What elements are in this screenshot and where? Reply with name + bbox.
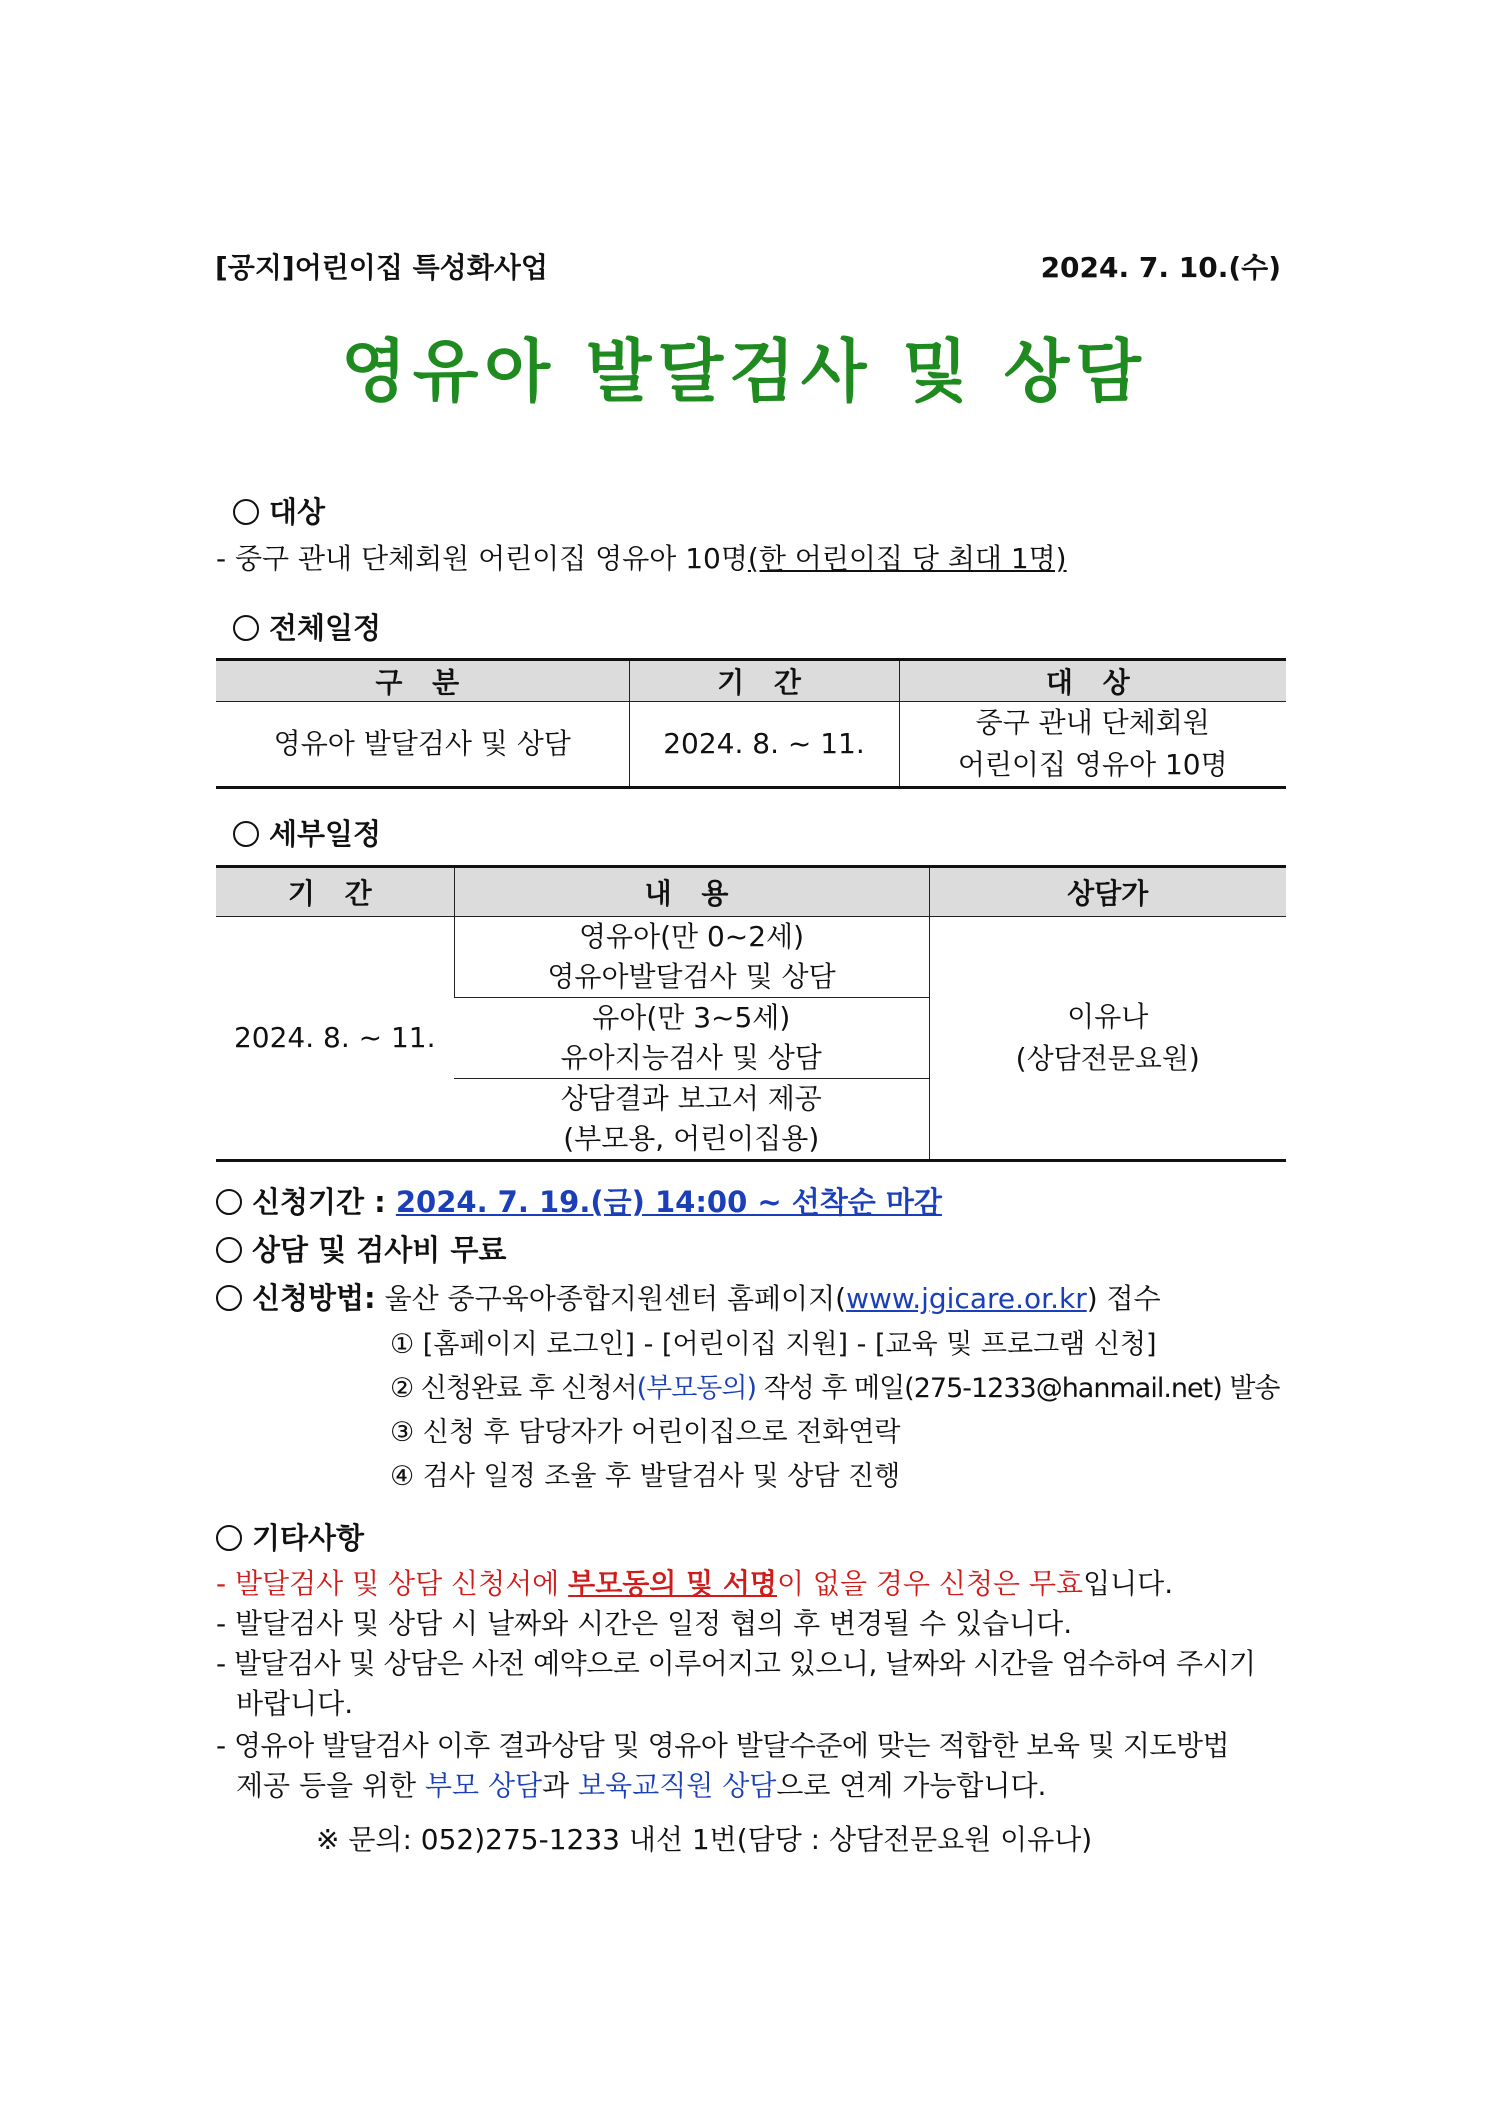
etc-line-2: - 발달검사 및 상담 시 날짜와 시간은 일정 협의 후 변경될 수 있습니다. bbox=[216, 1607, 1073, 1640]
section-target-heading: 대상 bbox=[233, 490, 325, 531]
etc-line-4: - 영유아 발달검사 이후 결과상담 및 영유아 발달수준에 맞는 적합한 보육 및 지도방법 bbox=[216, 1729, 1230, 1762]
schedule-category: 영유아 발달검사 및 상담 bbox=[216, 702, 629, 788]
apply-method: 신청방법: 울산 중구육아종합지원센터 홈페이지(www.jgicare.or.kr) 접수 bbox=[216, 1276, 1161, 1317]
detail-content-row: 상담결과 보고서 제공 (부모용, 어린이집용) bbox=[560, 1082, 822, 1155]
page-title: 영유아 발달검사 및 상담 bbox=[341, 333, 1147, 412]
etc-line-3b: 바랍니다. bbox=[236, 1687, 354, 1720]
notice-date: 2024. 7. 10.(수) bbox=[1040, 251, 1281, 284]
fee-info: 상담 및 검사비 무료 bbox=[216, 1228, 506, 1269]
detail-content-row: 영유아(만 0~2세) 영유아발달검사 및 상담 bbox=[454, 917, 929, 998]
target-text: - 중구 관내 단체회원 어린이집 영유아 10명(한 어린이집 당 최대 1명) bbox=[216, 542, 1067, 575]
notice-label: [공지]어린이집 특성화사업 bbox=[215, 251, 548, 284]
circle-bullet-icon bbox=[216, 1285, 242, 1311]
etc-line-5: 제공 등을 위한 부모 상담과 보육교직원 상담으로 연계 가능합니다. bbox=[236, 1769, 1047, 1802]
method-step-3: ③ 신청 후 담당자가 어린이집으로 전화연락 bbox=[390, 1417, 901, 1448]
method-step-4: ④ 검사 일정 조율 후 발달검사 및 상담 진행 bbox=[390, 1461, 901, 1492]
homepage-link[interactable]: www.jgicare.or.kr bbox=[846, 1282, 1087, 1315]
circle-bullet-icon bbox=[233, 499, 259, 525]
detail-period: 2024. 8. ~ 11. bbox=[216, 917, 454, 1161]
circle-bullet-icon bbox=[233, 615, 259, 641]
section-schedule-heading: 전체일정 bbox=[233, 606, 381, 647]
circle-bullet-icon bbox=[216, 1237, 242, 1263]
apply-period: 신청기간 : 2024. 7. 19.(금) 14:00 ~ 선착순 마감 bbox=[216, 1180, 942, 1221]
schedule-header-category: 구 분 bbox=[216, 660, 629, 702]
detail-header-counselor: 상담가 bbox=[929, 867, 1286, 917]
section-etc-heading: 기타사항 bbox=[216, 1516, 364, 1557]
apply-period-value: 2024. 7. 19.(금) 14:00 ~ 선착순 마감 bbox=[395, 1185, 942, 1219]
schedule-period: 2024. 8. ~ 11. bbox=[629, 702, 899, 788]
schedule-table bbox=[216, 658, 1286, 789]
method-step-1: ① [홈페이지 로그인] - [어린이집 지원] - [교육 및 프로그램 신청] bbox=[390, 1329, 1157, 1360]
circle-bullet-icon bbox=[216, 1525, 242, 1551]
schedule-header-target: 대 상 bbox=[899, 660, 1286, 702]
etc-line-1: - 발달검사 및 상담 신청서에 부모동의 및 서명이 없을 경우 신청은 무효입니다. bbox=[216, 1567, 1174, 1600]
detail-header-content: 내 용 bbox=[454, 867, 929, 917]
circle-bullet-icon bbox=[233, 821, 259, 847]
section-detail-heading: 세부일정 bbox=[233, 812, 381, 853]
method-step-2: ② 신청완료 후 신청서(부모동의) 작성 후 메일(275-1233@hanmail.net) 발송 bbox=[390, 1373, 1280, 1404]
circle-bullet-icon bbox=[216, 1189, 242, 1215]
etc-line-3: - 발달검사 및 상담은 사전 예약으로 이루어지고 있으니, 날짜와 시간을 엄수하여 주시기 bbox=[216, 1647, 1256, 1680]
detail-content-row: 유아(만 3~5세) 유아지능검사 및 상담 bbox=[454, 998, 929, 1079]
schedule-target: 중구 관내 단체회원 어린이집 영유아 10명 bbox=[899, 702, 1286, 788]
schedule-header-period: 기 간 bbox=[629, 660, 899, 702]
detail-counselor: 이유나 (상담전문요원) bbox=[929, 917, 1286, 1161]
detail-header-period: 기 간 bbox=[216, 867, 454, 917]
contact-info: ※ 문의: 052)275-1233 내선 1번(담당 : 상담전문요원 이유나) bbox=[316, 1823, 1093, 1856]
detail-table bbox=[216, 865, 1286, 1162]
